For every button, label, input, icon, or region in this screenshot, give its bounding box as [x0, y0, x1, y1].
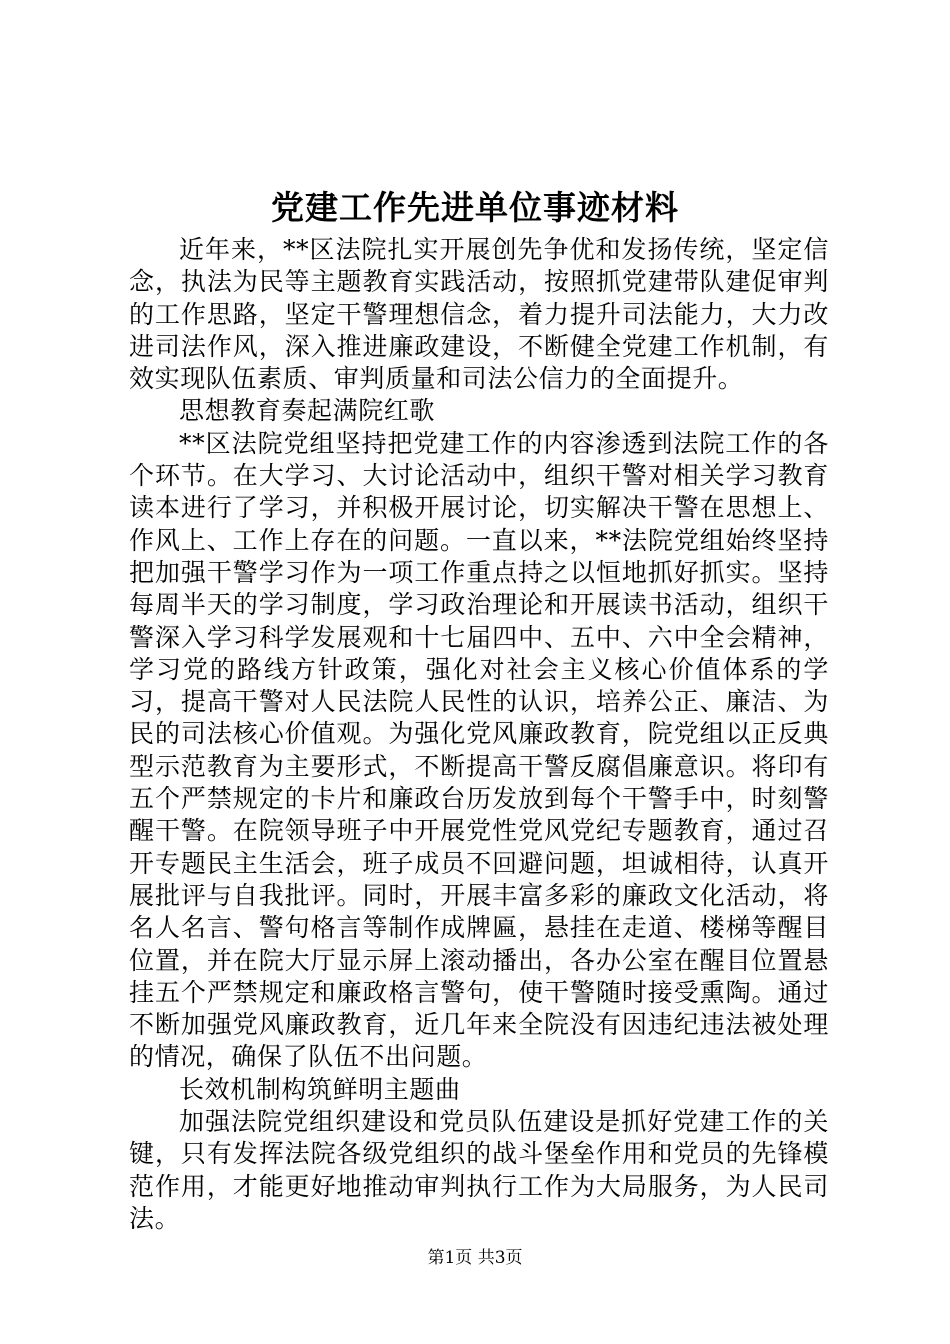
section-heading-long-term-mechanism: 长效机制构筑鲜明主题曲: [179, 1074, 461, 1104]
document-body: [129, 234, 829, 1235]
long-term-mechanism-paragraph: 加强法院党组织建设和党员队伍建设是抓好党建工作的关键，只有发挥法院各级党组织的战斗堡垒作用和党员的先锋模范作用，才能更好地推动审判执行工作为大局服务，为人民司法。: [129, 1107, 829, 1233]
page-footer: 第1页 共3页: [427, 1248, 523, 1268]
intro-paragraph: 近年来，**区法院扎实开展创先争优和发扬传统，坚定信念，执法为民等主题教育实践活动，按照抓党建带队建促审判的工作思路，坚定干警理想信念，着力提升司法能力，大力改进司法作风，深入推进廉政建设，不断健全党建工作机制，有效实现队伍素质、审判质量和司法公信力的全面提升。: [129, 235, 829, 394]
section-heading-ideological-education: 思想教育奏起满院红歌: [179, 396, 436, 426]
ideological-education-paragraph: **区法院党组坚持把党建工作的内容渗透到法院工作的各个环节。在大学习、大讨论活动中，组织干警对相关学习教育读本进行了学习，并积极开展讨论，切实解决干警在思想上、作风上、工作上存在的问题。一直以来，**法院党组始终坚持把加强干警学习作为一项工作重点持之以恒地抓好抓实。坚持每周半天的学习制度，学习政治理论和开展读书活动，组织干警深入学习科学发展观和十七届四中、五中、六中全会精神，学习党的路线方针政策，强化对社会主义核心价值体系的学习，提高干警对人民法院人民性的认识，培养公正、廉洁、为民的司法核心价值观。为强化党风廉政教育，院党组以正反典型示范教育为主要形式，不断提高干警反腐倡廉意识。将印有五个严禁规定的卡片和廉政台历发放到每个干警手中，时刻警醒干警。在院领导班子中开展党性党风党纪专题教育，通过召开专题民主生活会，班子成员不回避问题，坦诚相待，认真开展批评与自我批评。同时，开展丰富多彩的廉政文化活动，将名人名言、警句格言等制作成牌匾，悬挂在走道、楼梯等醒目位置，并在院大厅显示屏上滚动播出，各办公室在醒目位置悬挂五个严禁规定和廉政格言警句，使干警随时接受熏陶。通过不断加强党风廉政教育，近几年来全院没有因违纪违法被处理的情况，确保了队伍不出问题。: [129, 428, 829, 1072]
document-title: 党建工作先进单位事迹材料: [271, 188, 679, 227]
